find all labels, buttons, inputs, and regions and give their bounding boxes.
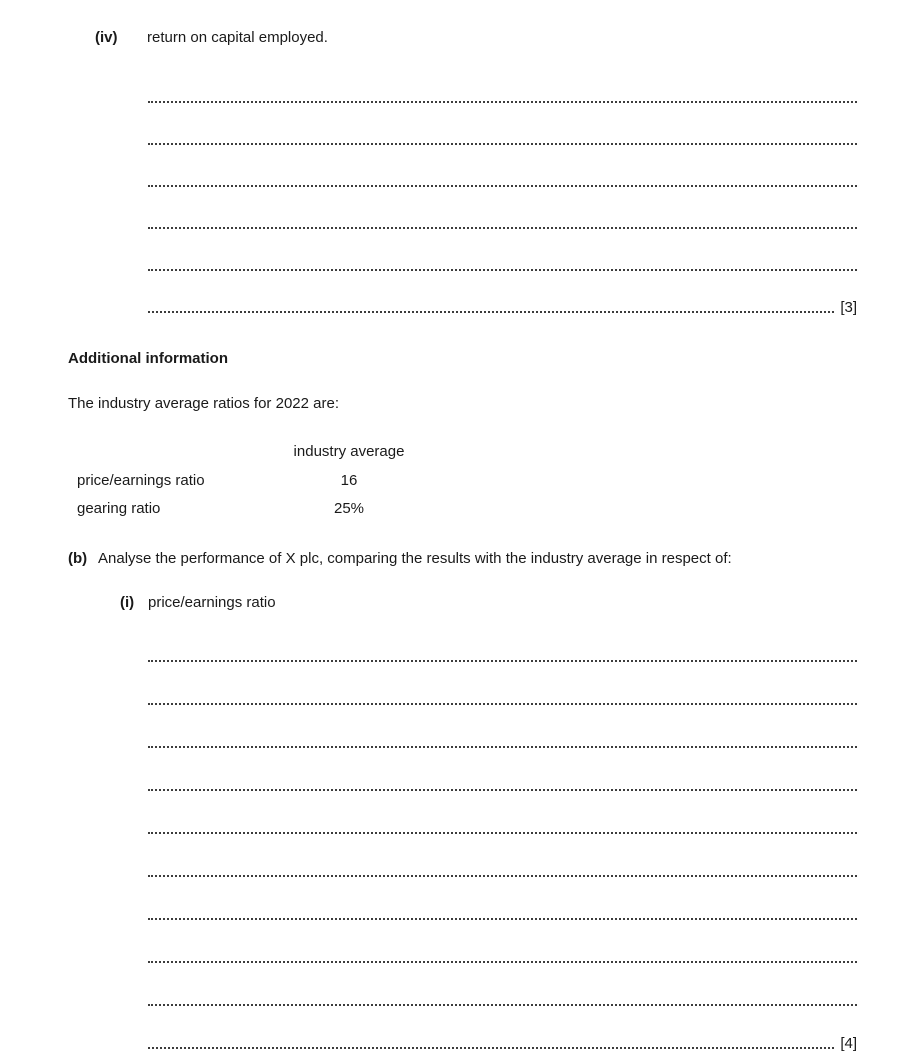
- table-header-row: [76, 438, 425, 466]
- dotted-rule: [148, 746, 857, 748]
- answer-line: [148, 1009, 857, 1052]
- dotted-rule: [148, 311, 834, 313]
- table-row: [76, 495, 425, 523]
- dotted-rule: [148, 227, 857, 229]
- marks-label: [3]: [840, 299, 857, 317]
- answer-line: [148, 837, 857, 880]
- dotted-rule: [148, 789, 857, 791]
- answer-line: [148, 665, 857, 708]
- dotted-rule: [148, 832, 857, 834]
- dotted-rule: [148, 143, 857, 145]
- answer-line: [148, 751, 857, 794]
- ratio-label-gearing: gearing ratio: [77, 499, 161, 517]
- answer-line: [148, 274, 857, 316]
- dotted-rule: [148, 875, 857, 877]
- answer-line: [148, 880, 857, 923]
- dotted-rule: [148, 185, 857, 187]
- question-part-b: [68, 549, 857, 1052]
- question-label-b: (b): [68, 550, 88, 567]
- marks-label: [4]: [840, 1034, 857, 1052]
- table-row: [76, 467, 425, 495]
- ratio-label-price-earnings: price/earnings ratio: [77, 471, 205, 489]
- dotted-rule: [148, 703, 857, 705]
- table-header-industry-average: industry average: [293, 443, 405, 461]
- question-text-b-i: price/earnings ratio: [148, 594, 276, 612]
- answer-lines-iv: [148, 64, 857, 316]
- answer-line: [148, 148, 857, 190]
- question-label-iv: (iv): [95, 29, 118, 46]
- dotted-rule: [148, 918, 857, 920]
- answer-lines-b-i: [148, 622, 857, 1052]
- answer-line: [148, 923, 857, 966]
- answer-line: [148, 966, 857, 1009]
- additional-information-heading: Additional information: [68, 350, 228, 368]
- question-text-iv: return on capital employed.: [147, 29, 328, 46]
- answer-line: [148, 64, 857, 106]
- question-part-iv: [68, 28, 857, 316]
- answer-line: [148, 106, 857, 148]
- answer-line: [148, 622, 857, 665]
- table-header-spacer: [76, 438, 273, 466]
- answer-line: [148, 794, 857, 837]
- industry-average-intro: The industry average ratios for 2022 are:: [68, 395, 339, 413]
- dotted-rule: [148, 961, 857, 963]
- dotted-rule: [148, 101, 857, 103]
- dotted-rule: [148, 1047, 834, 1049]
- answer-line: [148, 190, 857, 232]
- ratio-value-price-earnings: 16: [340, 471, 358, 489]
- answer-line: [148, 232, 857, 274]
- dotted-rule: [148, 1004, 857, 1006]
- dotted-rule: [148, 660, 857, 662]
- answer-line: [148, 708, 857, 751]
- question-label-b-i: (i): [120, 594, 135, 612]
- industry-average-table: [76, 438, 425, 523]
- question-text-b: Analyse the performance of X plc, comparing the results with the industry average in respect of:: [98, 550, 732, 567]
- dotted-rule: [148, 269, 857, 271]
- ratio-value-gearing: 25%: [333, 499, 365, 517]
